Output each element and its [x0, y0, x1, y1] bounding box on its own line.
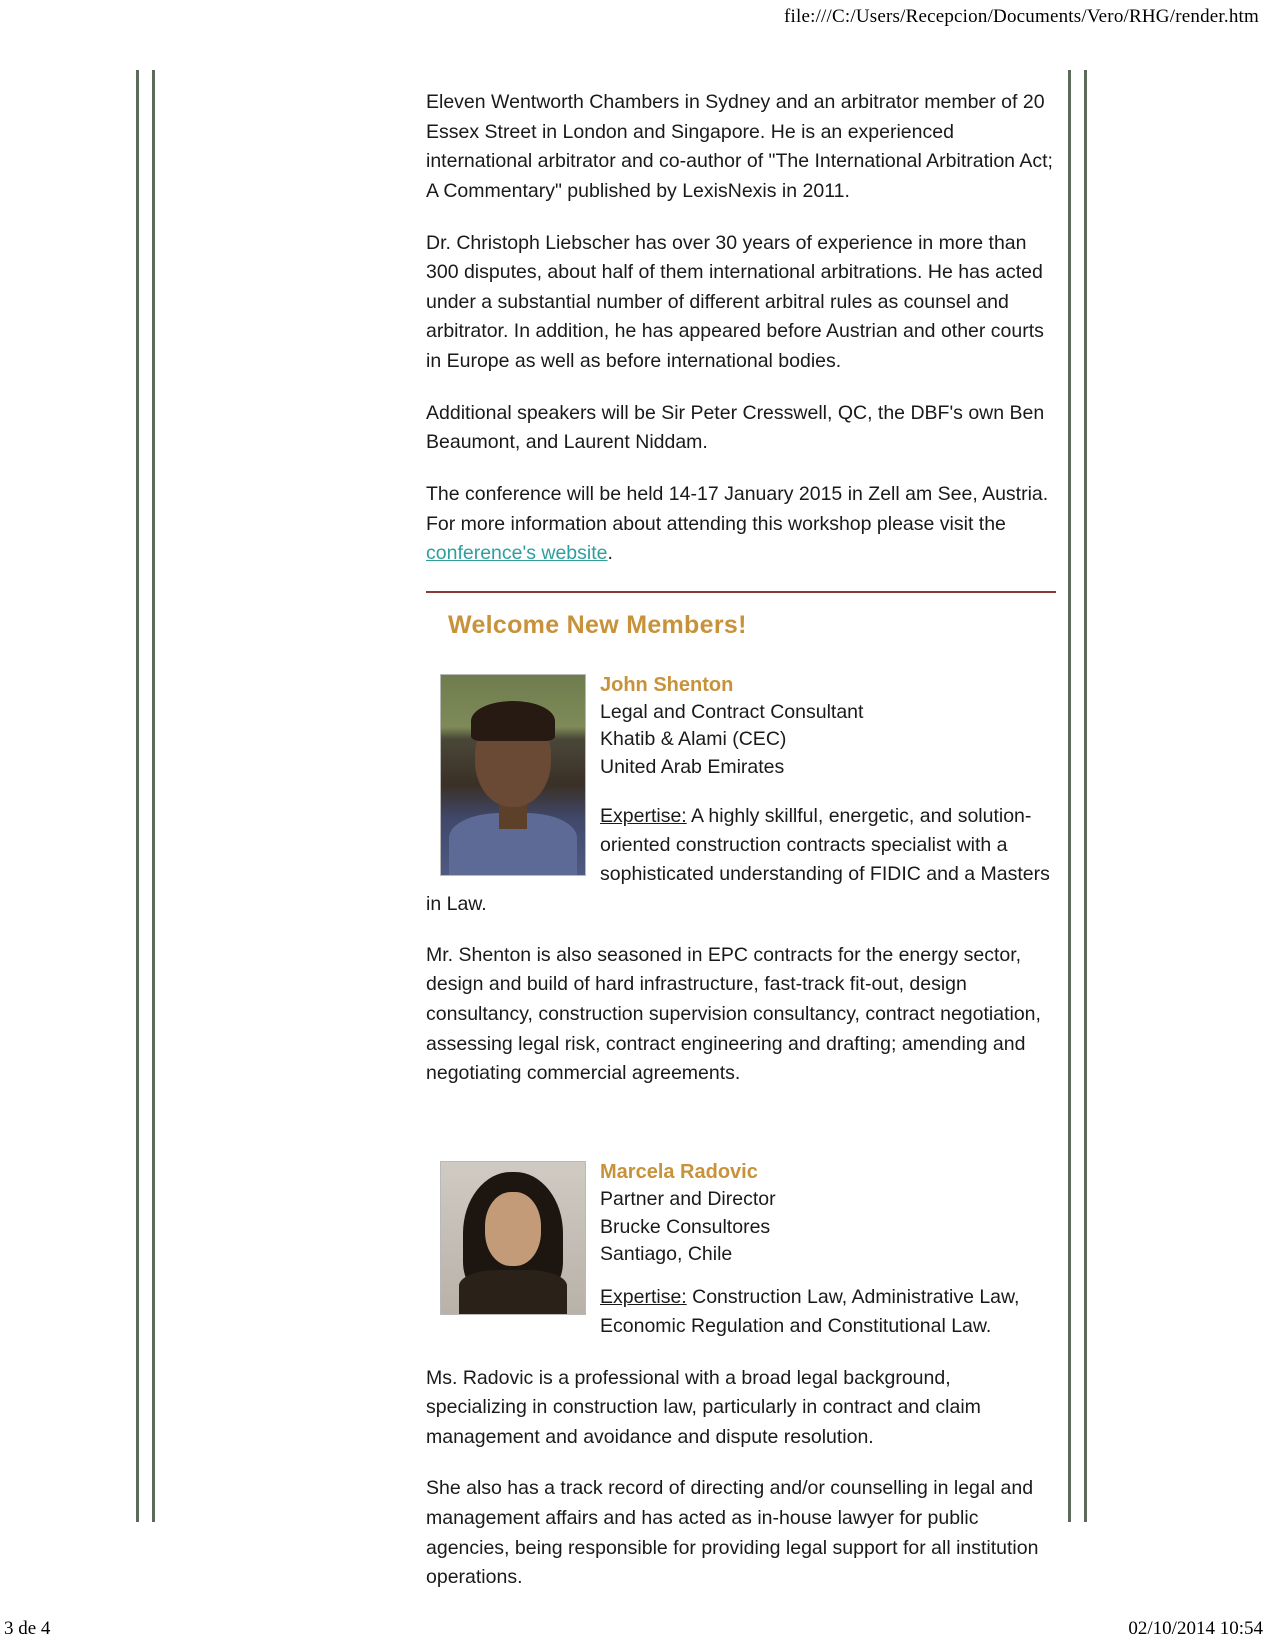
expertise-label: Expertise: [600, 804, 687, 827]
section-divider [426, 591, 1056, 593]
member-card-marcela-radovic [426, 1161, 1056, 1342]
welcome-new-members-heading: Welcome New Members! [448, 610, 747, 639]
member-location: Santiago, Chile [600, 1243, 733, 1266]
footer-page-number: 3 de 4 [4, 1618, 51, 1639]
footer-timestamp: 02/10/2014 10:54 [1128, 1618, 1263, 1639]
page-frame-rule-outer-left [136, 70, 139, 1522]
member-name: John Shenton [600, 673, 734, 696]
conference-details-outro: . [607, 542, 613, 565]
member-card-john-shenton [426, 674, 1056, 919]
member-role: Legal and Contract Consultant [600, 700, 864, 723]
expertise-text: Construction Law, Administrative Law, Economic Regulation and Constitutional Law. [600, 1286, 1020, 1338]
conference-website-link[interactable]: conference's website [426, 542, 608, 565]
member-company: Khatib & Alami (CEC) [600, 728, 787, 751]
expertise-text: A highly skillful, energetic, and solution-oriented construction contracts specialist with a sophisticated understanding of FIDIC and a Masters in Law. [426, 804, 1050, 915]
article-paragraph-3: Additional speakers will be Sir Peter Cresswell, QC, the DBF's own Ben Beaumont, and Laurent Niddam. [426, 401, 1045, 454]
conference-details-intro: The conference will be held 14-17 January 2015 in Zell am See, Austria. For more information about attending this workshop please visit the [426, 482, 1049, 535]
member-spacer [426, 1111, 1056, 1157]
page-frame-rule-outer-right [1084, 70, 1087, 1522]
member-location: United Arab Emirates [600, 756, 785, 779]
member-bio-john-shenton: Mr. Shenton is also seasoned in EPC contracts for the energy sector, design and build of hard infrastructure, fast-track fit-out, design consultancy, construction supervision consultancy, contract negotiation, assessing legal risk, contract engineering and drafting; amending and negotiating commercial agreements. [426, 943, 1041, 1085]
member-bio-marcela-radovic-2: She also has a track record of directing and/or counselling in legal and management affairs and has acted as in-house lawyer for public agencies, being responsible for providing legal support for all institution operations. [426, 1477, 1039, 1589]
member-company: Brucke Consultores [600, 1215, 771, 1238]
portrait-shape-face [485, 1192, 541, 1266]
portrait-john-shenton-image [440, 674, 586, 876]
article-paragraph-1: Eleven Wentworth Chambers in Sydney and an arbitrator member of 20 Essex Street in London and Singapore. He is an experienced international arbitrator and co-author of "The International Arbitration Act; A Commentary" published by LexisNexis in 2011. [426, 91, 1053, 202]
expertise-label: Expertise: [600, 1286, 687, 1308]
member-bio-marcela-radovic-1: Ms. Radovic is a professional with a broad legal background, specializing in construction law, particularly in contract and claim management and avoidance and dispute resolution. [426, 1366, 981, 1448]
article-paragraph-2: Dr. Christoph Liebscher has over 30 years of experience in more than 300 disputes, about half of them international arbitrations. He has acted under a substantial number of different arbitral rules as counsel and arbitrator. In addition, he has appeared before Austrian and other courts in Europe as well as before international bodies. [426, 231, 1044, 372]
page-frame-rule-inner-right [1068, 70, 1071, 1522]
portrait-shape-hair [471, 701, 555, 741]
member-role: Partner and Director [600, 1187, 776, 1210]
conference-details-paragraph [426, 480, 1056, 569]
newsletter-content [426, 88, 1056, 1593]
print-header-url: file:///C:/Users/Recepcion/Documents/Vero/RHG/render.htm [783, 6, 1259, 27]
member-name: Marcela Radovic [600, 1160, 758, 1183]
portrait-marcela-radovic-image [440, 1161, 586, 1315]
portrait-shape-body [459, 1270, 567, 1314]
page-frame-rule-inner-left [152, 70, 155, 1522]
